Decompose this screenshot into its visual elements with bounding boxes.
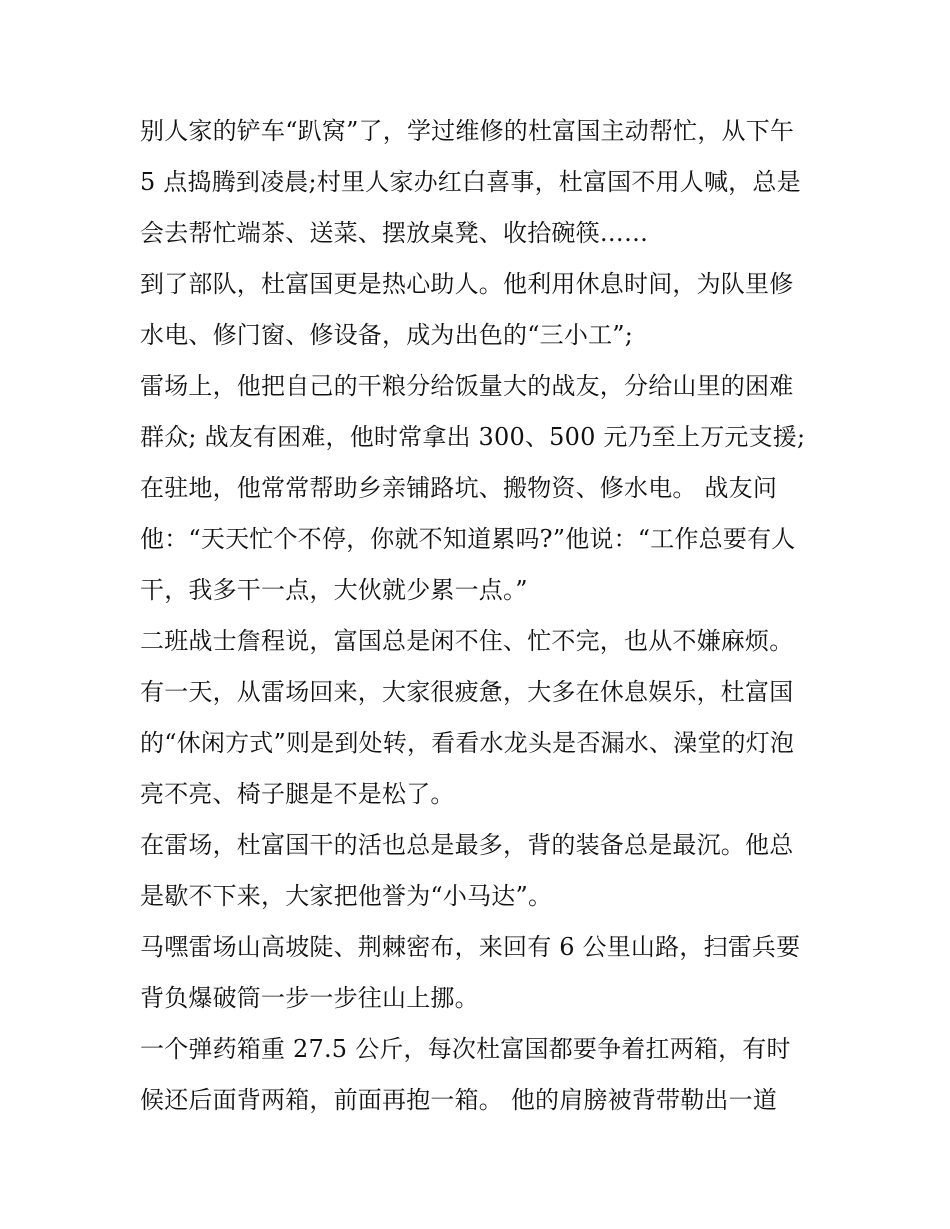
text-line: 干，我多干一点，大伙就少累一点。” [140, 576, 528, 604]
text-line: 一个弹药箱重 27.5 公斤，每次杜富国都要争着扛两箱，有时 [140, 1035, 791, 1063]
text-line: 雷场上，他把自己的干粮分给饭量大的战友，分给山里的困难 [140, 372, 794, 400]
text-line: 的“休闲方式”则是到处转，看看水龙头是否漏水、澡堂的灯泡 [140, 729, 795, 757]
text-line: 会去帮忙端茶、送菜、摆放桌凳、收拾碗筷…… [140, 219, 649, 247]
text-line: 马嘿雷场山高坡陡、荆棘密布，来回有 6 公里山路，扫雷兵要 [140, 933, 801, 961]
text-line: 在雷场，杜富国干的活也总是最多，背的装备总是最沉。他总 [140, 831, 794, 859]
text-line: 是歇不下来，大家把他誉为“小马达”。 [140, 882, 553, 910]
text-line: 亮不亮、椅子腿是不是松了。 [140, 780, 455, 808]
text-line: 水电、修门窗、修设备，成为出色的“三小工”; [140, 321, 634, 349]
text-line: 他：“天天忙个不停，你就不知道累吗?”他说：“工作总要有人 [140, 525, 796, 553]
text-line: 在驻地，他常常帮助乡亲铺路坑、搬物资、修水电。 战友问 [140, 474, 778, 502]
text-line: 背负爆破筒一步一步往山上挪。 [140, 984, 479, 1012]
text-line: 别人家的铲车“趴窝”了，学过维修的杜富国主动帮忙，从下午 [140, 117, 795, 145]
text-line: 5 点捣腾到凌晨;村里人家办红白喜事，杜富国不用人喊，总是 [140, 168, 801, 196]
text-line: 候还后面背两箱，前面再抱一箱。 他的肩膀被背带勒出一道 [140, 1086, 778, 1114]
text-line: 群众; 战友有困难，他时常拿出 300、500 元乃至上万元支援; [140, 423, 806, 451]
document-body [140, 106, 820, 1126]
text-line: 二班战士詹程说，富国总是闲不住、忙不完，也从不嫌麻烦。 [140, 627, 794, 655]
text-line: 到了部队，杜富国更是热心助人。他利用休息时间，为队里修 [140, 270, 794, 298]
text-line: 有一天，从雷场回来，大家很疲惫，大多在休息娱乐，杜富国 [140, 678, 794, 706]
